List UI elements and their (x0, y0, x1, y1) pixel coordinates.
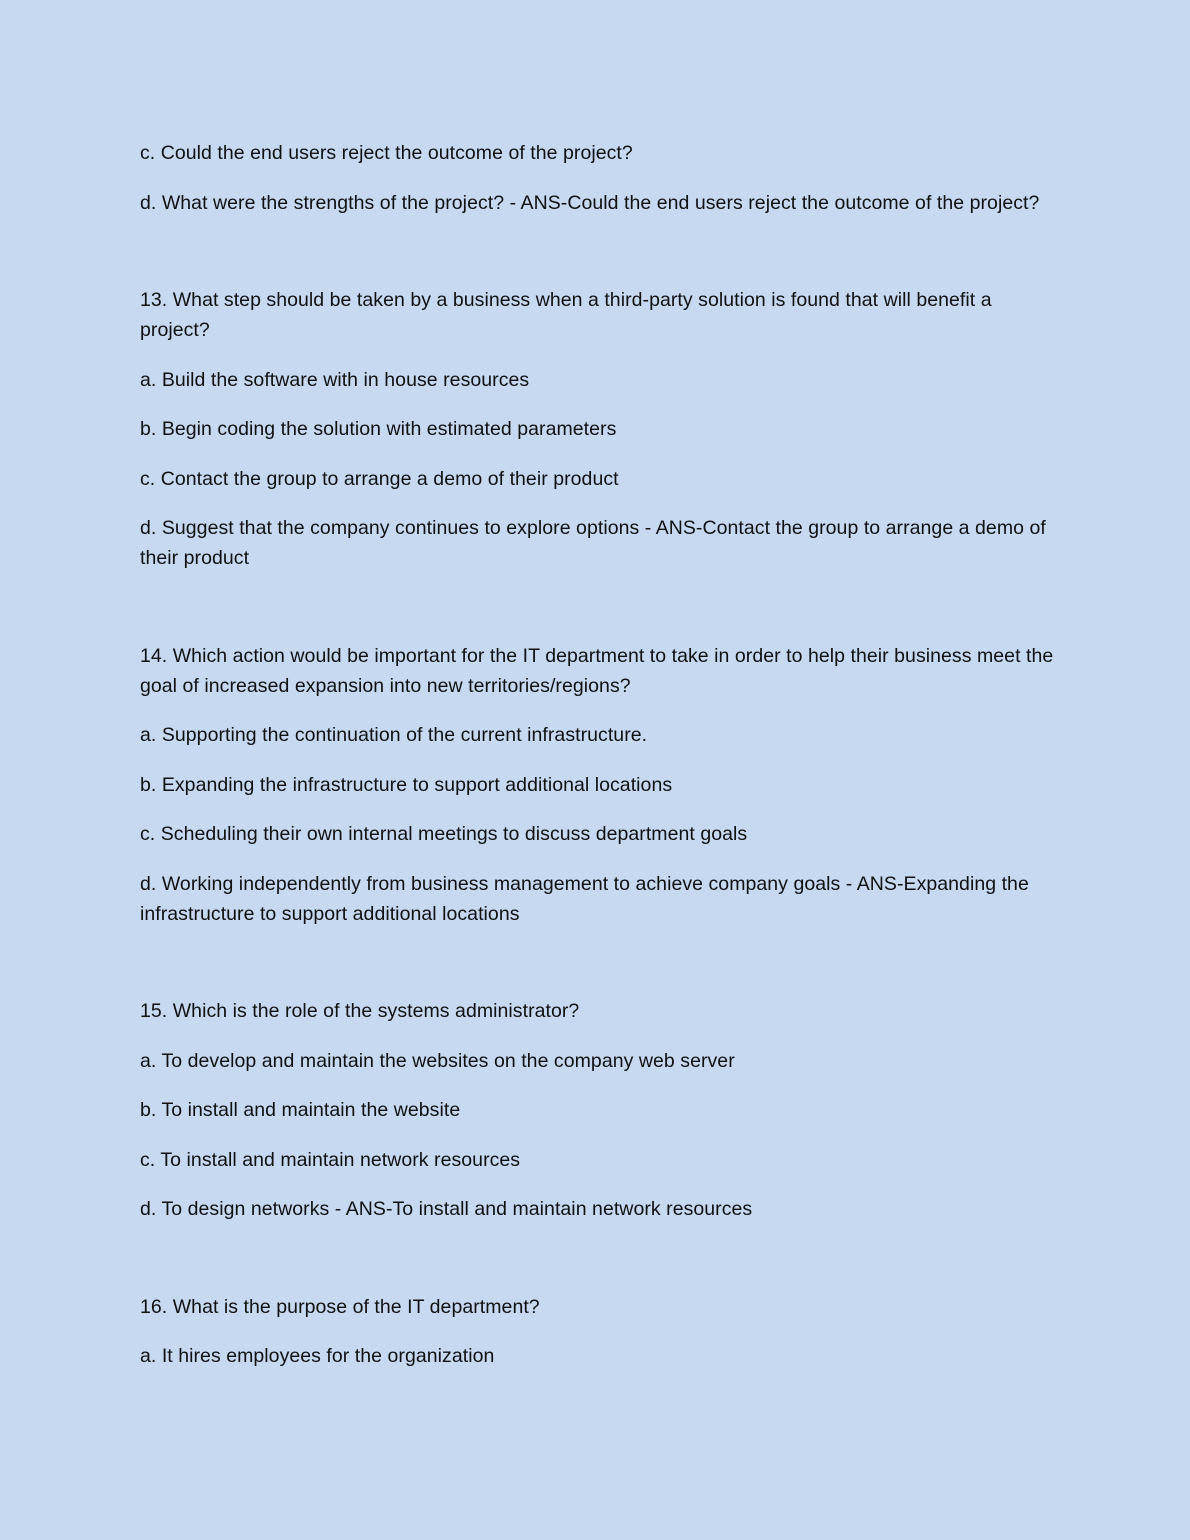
question-14 (140, 641, 1060, 929)
option-b: b. To install and maintain the website (140, 1099, 461, 1121)
question-12-continuation (140, 138, 1060, 218)
option-b: b. Begin coding the solution with estimated parameters (140, 418, 617, 440)
option-d-answer: d. Working independently from business management to achieve company goals - ANS-Expanding the infrastructure to support additional locations (140, 872, 1029, 925)
option-d-answer: d. To design networks - ANS-To install and maintain network resources (140, 1198, 753, 1220)
document-page (140, 138, 1060, 1391)
spacer (140, 237, 1060, 285)
option-a: a. Build the software with in house resources (140, 368, 530, 391)
spacer (140, 1244, 1060, 1292)
question-13 (140, 285, 1060, 573)
question-text: 15. Which is the role of the systems administrator? (140, 1000, 580, 1022)
option-b: b. Expanding the infrastructure to support additional locations (140, 773, 673, 796)
option-c: c. Could the end users reject the outcome of the project? (140, 142, 633, 164)
question-text: 13. What step should be taken by a business when a third-party solution is found that will benefit a project? (140, 289, 992, 341)
option-d-answer: d. What were the strengths of the project? - ANS-Could the end users reject the outcome of the project? (140, 191, 1040, 214)
question-15 (140, 996, 1060, 1224)
option-a: a. Supporting the continuation of the current infrastructure. (140, 724, 648, 746)
spacer (140, 948, 1060, 996)
question-text: 16. What is the purpose of the IT department? (140, 1295, 540, 1318)
spacer (140, 593, 1060, 641)
option-c: c. Contact the group to arrange a demo of their product (140, 467, 619, 490)
option-c: c. To install and maintain network resources (140, 1148, 521, 1171)
option-a: a. It hires employees for the organization (140, 1345, 495, 1367)
option-a: a. To develop and maintain the websites on the company web server (140, 1049, 735, 1072)
question-text: 14. Which action would be important for the IT department to take in order to help their business meet the goal of increased expansion into new territories/regions? (140, 644, 1054, 697)
question-16 (140, 1292, 1060, 1372)
option-d-answer: d. Suggest that the company continues to explore options - ANS-Contact the group to arrange a demo of their product (140, 517, 1046, 569)
option-c: c. Scheduling their own internal meetings to discuss department goals (140, 823, 748, 845)
